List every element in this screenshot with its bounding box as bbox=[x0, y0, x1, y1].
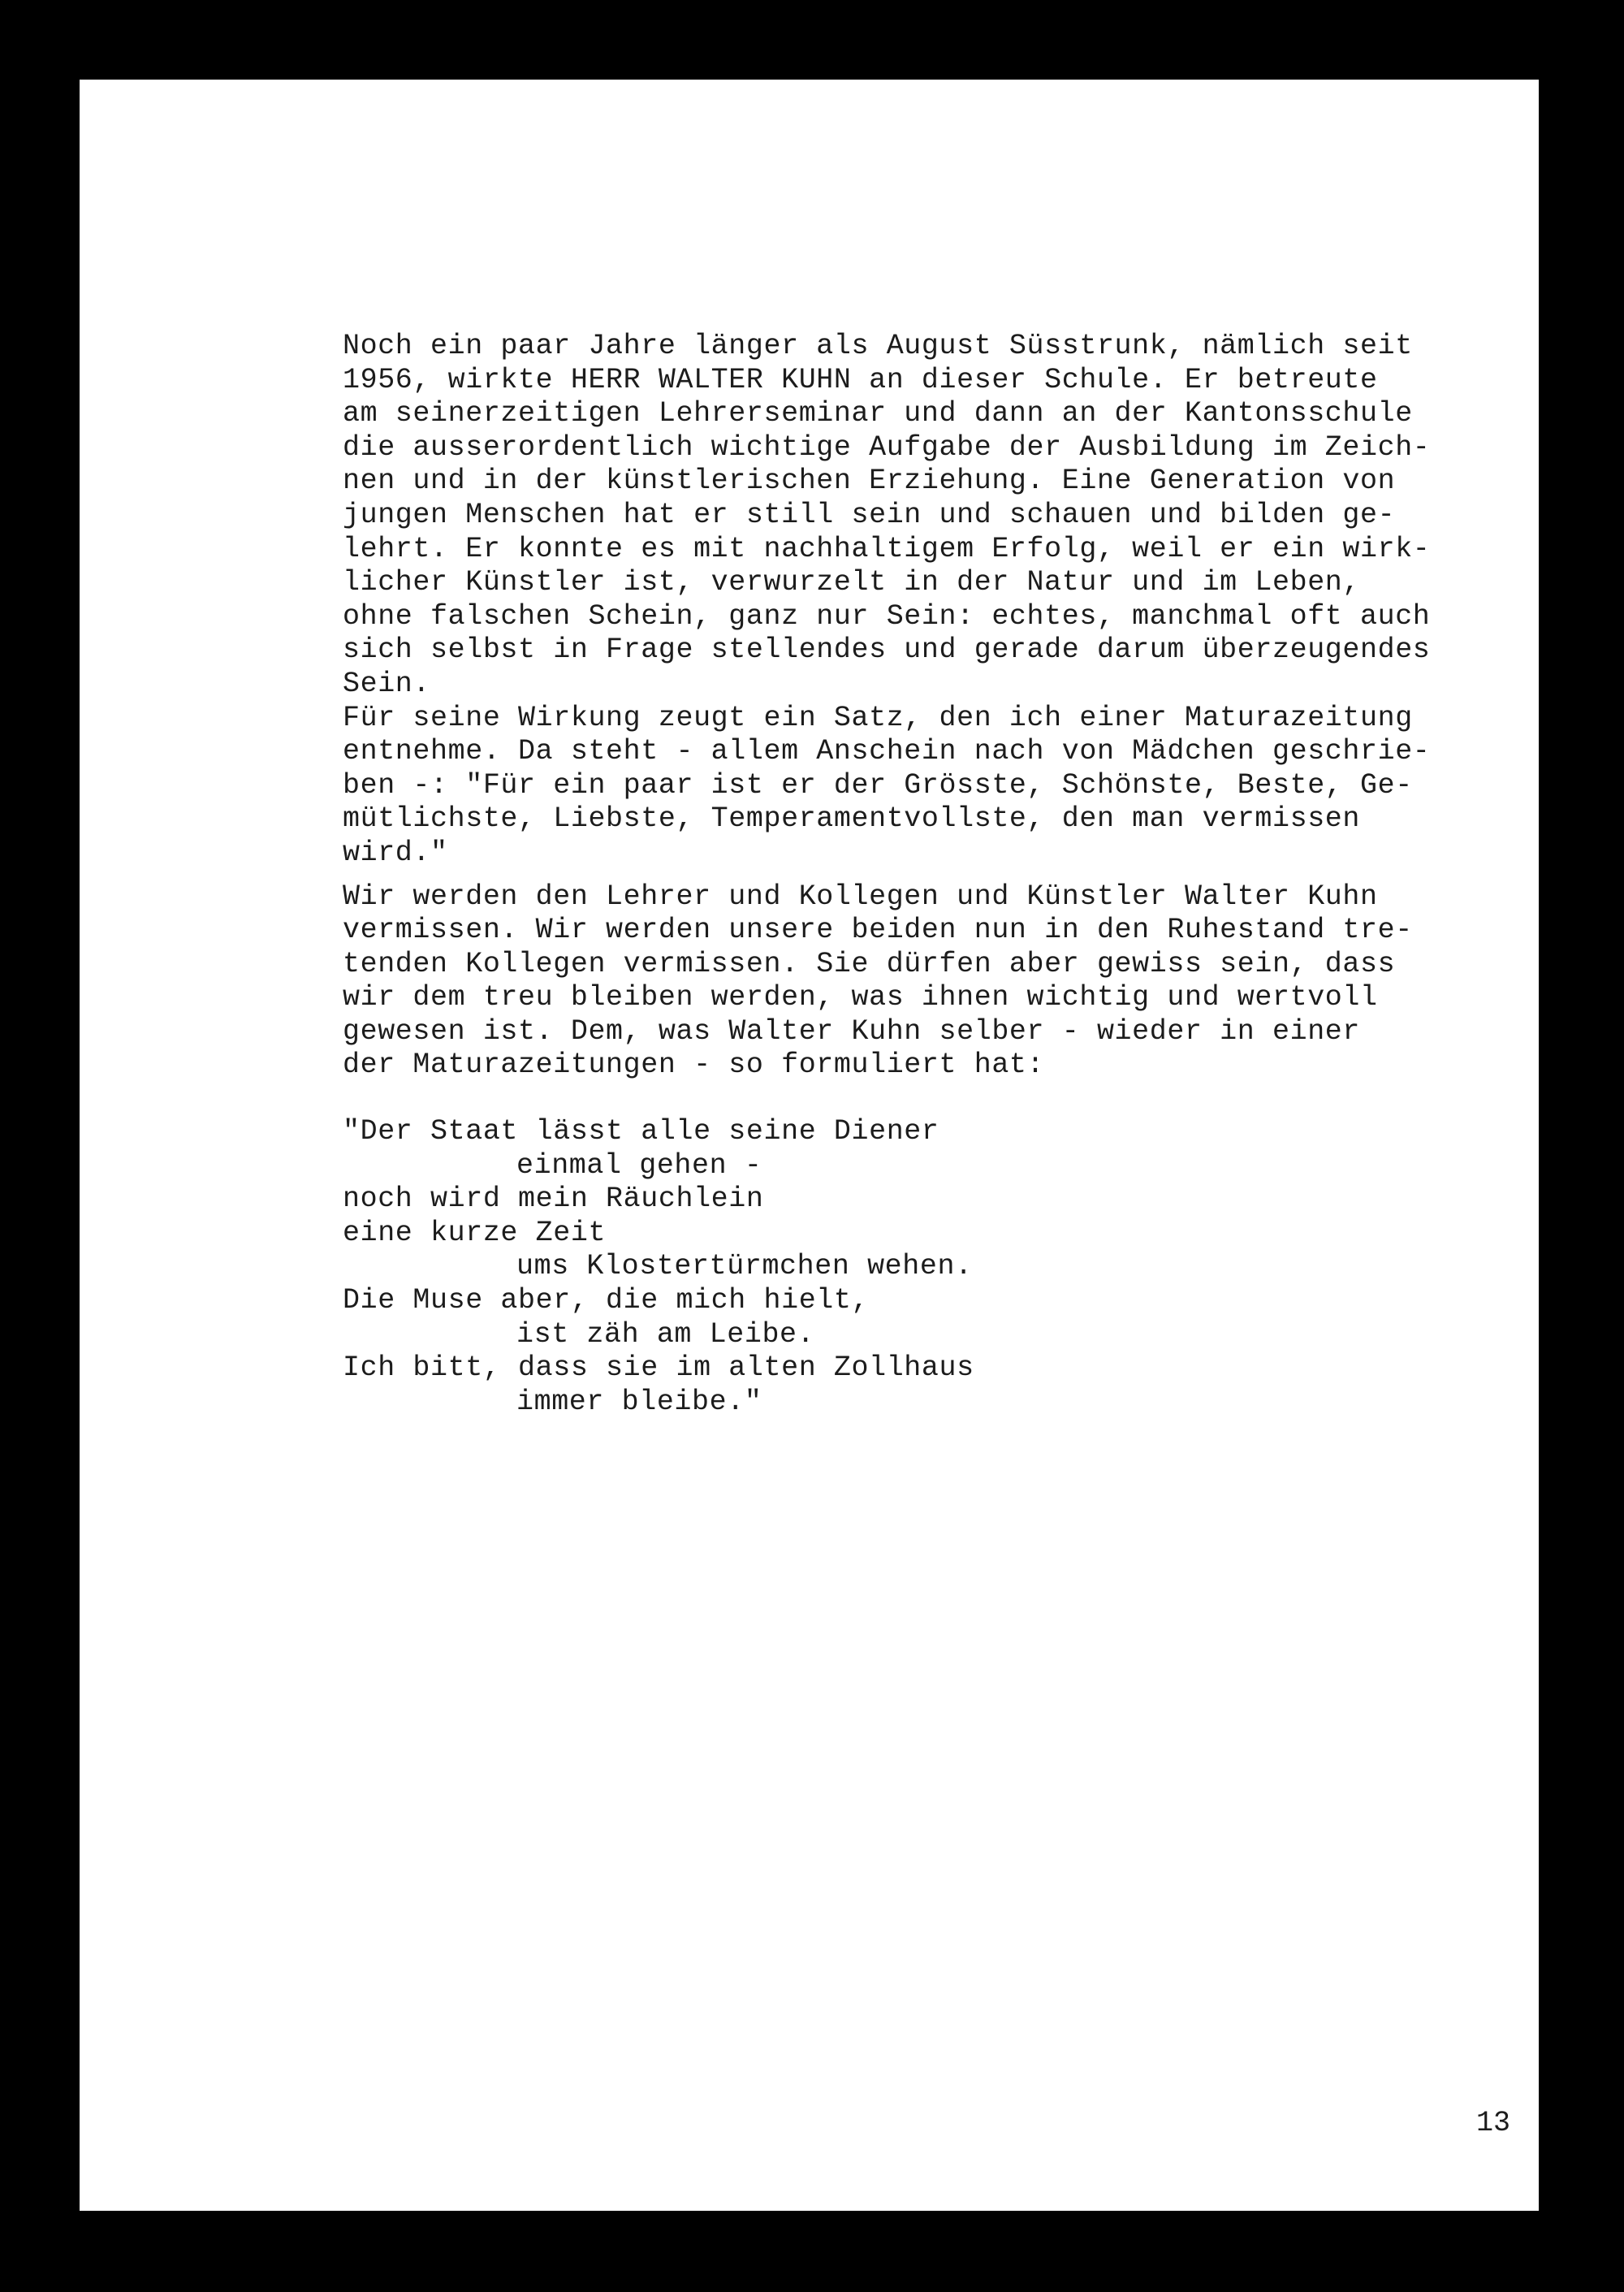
text-line: Sein. bbox=[343, 667, 431, 700]
text-line: am seinerzeitigen Lehrerseminar und dann an der Kantonsschule bbox=[343, 397, 1413, 430]
text-line: nen und in der künstlerischen Erziehung. Eine Generation von bbox=[343, 465, 1396, 498]
text-line: Wir werden den Lehrer und Kollegen und Künstler Walter Kuhn bbox=[343, 880, 1378, 913]
poem-line: eine kurze Zeit bbox=[343, 1216, 607, 1249]
poem-line: einmal gehen - bbox=[516, 1148, 762, 1182]
poem bbox=[343, 1115, 1544, 1419]
text-line: sich selbst in Frage stellendes und gerade darum überzeugendes bbox=[343, 634, 1431, 667]
text-line: mütlichste, Liebste, Temperamentvollste, den man vermissen bbox=[343, 802, 1360, 836]
text-line: entnehme. Da steht - allem Anschein nach von Mädchen geschrie- bbox=[343, 735, 1431, 768]
paragraph-1 bbox=[343, 330, 1544, 702]
page-number: 13 bbox=[1476, 2107, 1511, 2139]
poem-line: Ich bitt, dass sie im alten Zollhaus bbox=[343, 1351, 974, 1385]
text-line: licher Künstler ist, verwurzelt in der Natur und im Leben, bbox=[343, 566, 1360, 599]
poem-line: "Der Staat lässt alle seine Diener bbox=[343, 1115, 939, 1148]
text-line: vermissen. Wir werden unsere beiden nun in den Ruhestand tre- bbox=[343, 914, 1413, 947]
text-line: ben -: "Für ein paar ist er der Grösste, Schönste, Beste, Ge- bbox=[343, 768, 1413, 802]
poem-line: noch wird mein Räuchlein bbox=[343, 1183, 764, 1216]
text-line: wir dem treu bleiben werden, was ihnen wichtig und wertvoll bbox=[343, 981, 1378, 1014]
text-line: gewesen ist. Dem, was Walter Kuhn selber - wieder in einer bbox=[343, 1014, 1360, 1048]
text-line: lehrt. Er konnte es mit nachhaltigem Erfolg, weil er ein wirk- bbox=[343, 532, 1431, 565]
text-line: Noch ein paar Jahre länger als August Süsstrunk, nämlich seit bbox=[343, 330, 1413, 362]
text-line: 1956, wirkte HERR WALTER KUHN an dieser Schule. Er betreute bbox=[343, 363, 1378, 396]
text-line: der Maturazeitungen - so formuliert hat: bbox=[343, 1049, 1045, 1082]
paragraph-3 bbox=[343, 880, 1544, 1083]
poem-line: ums Klostertürmchen wehen. bbox=[516, 1250, 973, 1283]
paragraph-2 bbox=[343, 702, 1544, 871]
document-page bbox=[80, 80, 1539, 2211]
text-line: wird." bbox=[343, 836, 448, 869]
text-line: ohne falschen Schein, ganz nur Sein: echtes, manchmal oft auch bbox=[343, 599, 1431, 633]
text-line: jungen Menschen hat er still sein und schauen und bilden ge- bbox=[343, 498, 1396, 531]
text-line: tenden Kollegen vermissen. Sie dürfen aber gewiss sein, dass bbox=[343, 947, 1396, 980]
poem-line: Die Muse aber, die mich hielt, bbox=[343, 1284, 870, 1317]
poem-line: ist zäh am Leibe. bbox=[516, 1317, 815, 1351]
body-text bbox=[343, 330, 1544, 1419]
poem-line: immer bleibe." bbox=[516, 1385, 762, 1418]
text-line: die ausserordentlich wichtige Aufgabe der Ausbildung im Zeich- bbox=[343, 430, 1431, 464]
text-line: Für seine Wirkung zeugt ein Satz, den ich einer Maturazeitung bbox=[343, 701, 1413, 734]
